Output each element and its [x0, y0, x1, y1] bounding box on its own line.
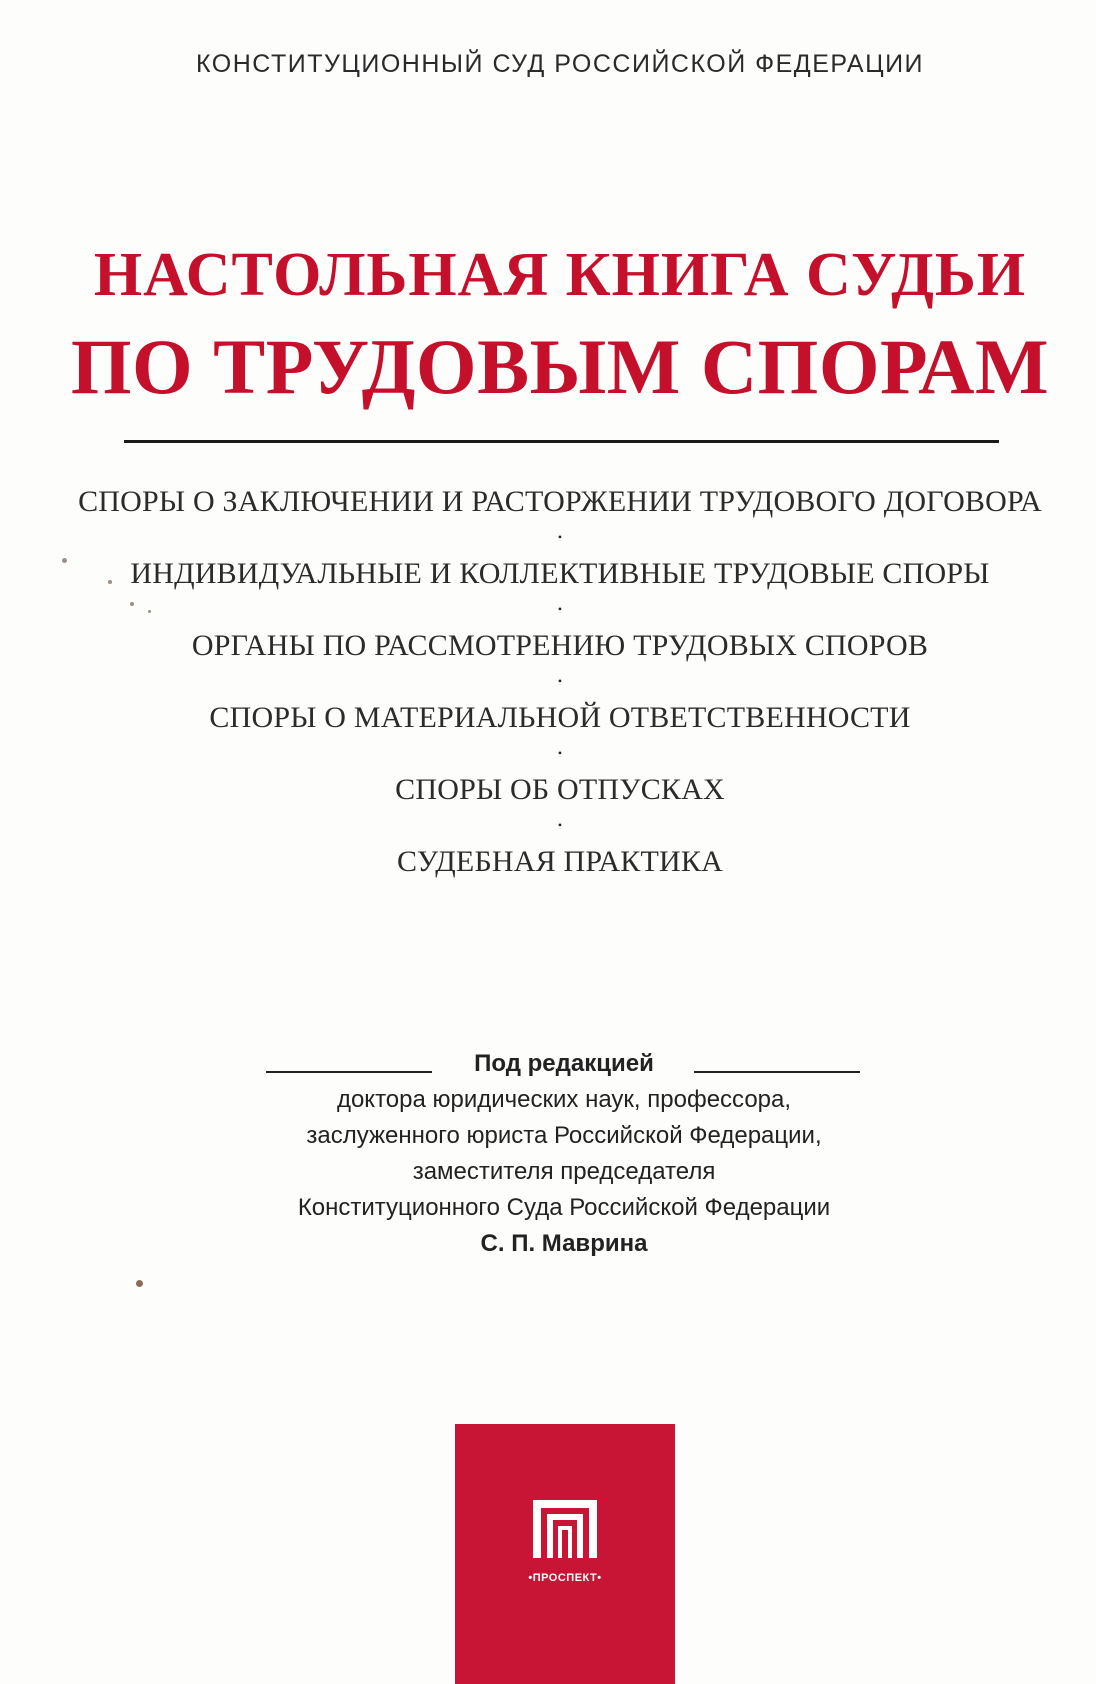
publisher-name: •ПРОСПЕКТ• — [528, 1572, 602, 1584]
topics-list — [0, 482, 1096, 882]
topic-item: СПОРЫ О ЗАКЛЮЧЕНИИ И РАСТОРЖЕНИИ ТРУДОВОГО ДОГОВОРА — [78, 485, 1042, 518]
topic-item: ОРГАНЫ ПО РАССМОТРЕНИЮ ТРУДОВЫХ СПОРОВ — [191, 629, 929, 662]
publisher-logo-icon — [531, 1500, 599, 1620]
editor-rule-right — [694, 1071, 860, 1073]
editor-heading-row — [0, 1046, 1096, 1082]
bullet-separator: • — [557, 530, 563, 544]
editor-name: С. П. Маврина — [480, 1230, 648, 1257]
bullet-separator: • — [557, 746, 563, 760]
topic-item: СУДЕБНАЯ ПРАКТИКА — [397, 845, 723, 878]
editor-title: заслуженного юриста Российской Федерации, — [306, 1122, 822, 1149]
publisher-block — [455, 1424, 675, 1684]
editor-block — [0, 1046, 1096, 1262]
editor-degree: доктора юридических наук, профессора, — [336, 1086, 792, 1113]
topic-item: ИНДИВИДУАЛЬНЫЕ И КОЛЛЕКТИВНЫЕ ТРУДОВЫЕ СПОРЫ — [130, 557, 990, 590]
title-divider — [124, 440, 999, 443]
editor-position: заместителя председателя — [412, 1158, 716, 1185]
editor-heading: Под редакцией — [474, 1050, 654, 1077]
editor-rule-left — [266, 1071, 432, 1073]
print-speck — [130, 602, 134, 606]
topic-item: СПОРЫ О МАТЕРИАЛЬНОЙ ОТВЕТСТВЕННОСТИ — [209, 701, 911, 734]
title-line-2: ПО ТРУДОВЫМ СПОРАМ — [70, 323, 1050, 410]
organization-name: КОНСТИТУЦИОННЫЙ СУД РОССИЙСКОЙ ФЕДЕРАЦИИ — [195, 50, 925, 78]
editor-institution: Конституционного Суда Российской Федерации — [297, 1194, 831, 1221]
bullet-separator: • — [557, 602, 563, 616]
print-speck — [108, 580, 112, 584]
print-speck — [136, 1280, 143, 1287]
print-speck — [148, 610, 151, 613]
bullet-separator: • — [557, 818, 563, 832]
title-line-1: НАСТОЛЬНАЯ КНИГА СУДЬИ — [93, 241, 1027, 309]
topic-item: СПОРЫ ОБ ОТПУСКАХ — [395, 773, 725, 806]
print-speck — [62, 558, 67, 563]
bullet-separator: • — [557, 674, 563, 688]
